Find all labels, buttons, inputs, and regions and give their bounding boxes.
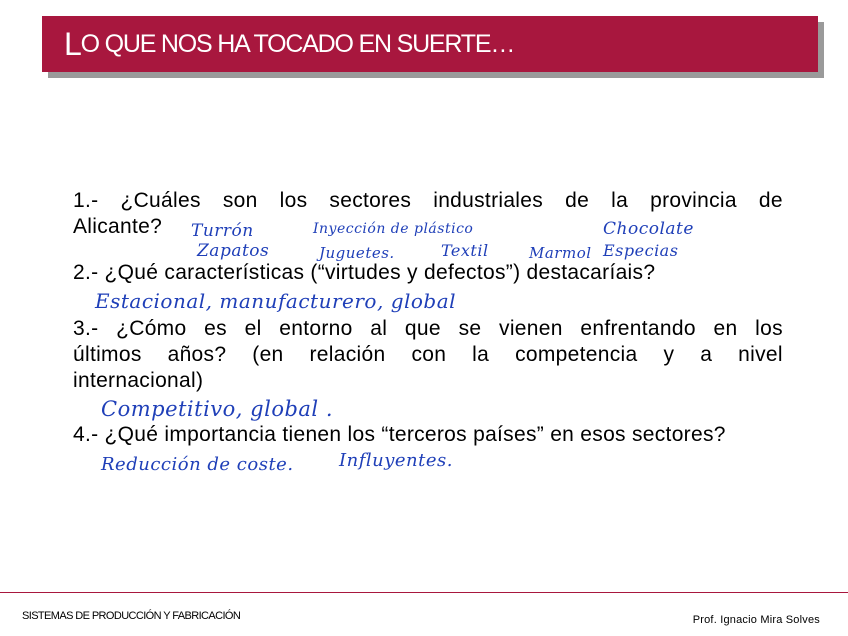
title-text: O QUE NOS HA TOCADO EN SUERTE… — [80, 29, 515, 58]
question-2: 2.- ¿Qué características (“virtudes y defectos”) destacaríais? — [73, 261, 656, 284]
question-4: 4.- ¿Qué importancia tienen los “terceros países” en esos sectores? — [73, 423, 726, 446]
footer-divider — [0, 592, 848, 593]
slide-title — [42, 16, 818, 72]
title-first-letter: L — [64, 26, 81, 62]
handwritten-answer-3: Competitivo, global . — [101, 397, 333, 421]
question-3-line-2: últimos años? (en relación con la competencia y a nivel — [73, 343, 783, 366]
question-list — [73, 188, 783, 478]
handwritten-answer-1-row-2: Zapatos Juguetes. Textil Marmol Especias — [197, 241, 679, 262]
question-1-line-1: 1.- ¿Cuáles son los sectores industriales de la provincia de — [73, 189, 783, 212]
handwritten-answer-1: Turrón — [191, 221, 254, 241]
question-1-line-2: Alicante? Turrón Inyección de plástico Chocolate — [73, 214, 783, 240]
handwritten-answer-2: Estacional, manufacturero, global — [95, 289, 457, 313]
footer-course-title: SISTEMAS DE PRODUCCIÓN Y FABRICACIÓN — [22, 610, 241, 622]
handwritten-answer-4: Reducción de coste. Influyentes. — [101, 450, 453, 475]
footer-author: Prof. Ignacio Mira Solves — [692, 614, 820, 626]
question-3-line-3: internacional) — [73, 369, 204, 392]
question-3-line-1: 3.- ¿Cómo es el entorno al que se vienen enfrentando en los — [73, 317, 783, 340]
